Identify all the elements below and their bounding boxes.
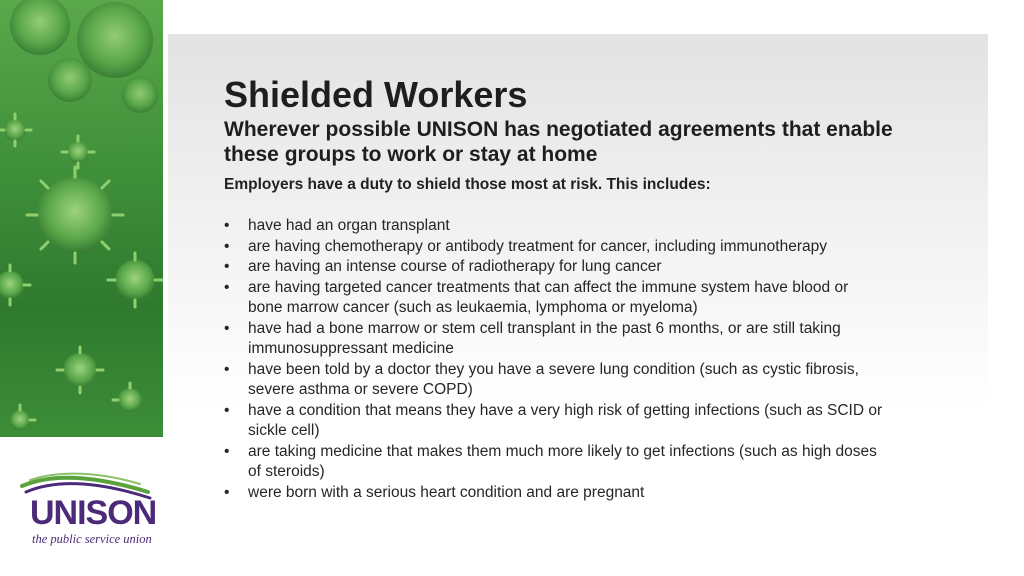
unison-logo: [20, 472, 170, 552]
bullet-dot: •: [224, 258, 230, 275]
list-item-text: have been told by a doctor they you have a severe lung condition (such as cystic fibrosis, severe asthma or severe COPD): [248, 360, 859, 398]
bullet-dot: •: [224, 442, 230, 460]
list-item: [224, 278, 884, 319]
list-item-text: are having targeted cancer treatments that can affect the immune system have blood or bone marrow cancer (such as leukaemia, lymphoma or myeloma): [248, 278, 849, 316]
list-item-text: are having chemotherapy or antibody treatment for cancer, including immunotherapy: [248, 237, 827, 255]
bullet-dot: •: [224, 217, 230, 234]
bullet-dot: •: [224, 483, 230, 501]
list-item: [224, 360, 884, 401]
list-item: [224, 483, 884, 504]
list-item: [224, 319, 884, 360]
list-item-text: are taking medicine that makes them much more likely to get infections (such as high doses of steroids): [248, 442, 877, 480]
risk-list: [224, 216, 884, 503]
list-item-text: have had a bone marrow or stem cell transplant in the past 6 months, or are still taking immunosuppressant medicine: [248, 319, 841, 357]
list-item: [224, 257, 884, 278]
list-item: [224, 401, 884, 442]
bullet-dot: •: [224, 360, 230, 378]
virus-cells-image: [0, 0, 163, 437]
slide-intro: Employers have a duty to shield those most at risk. This includes:: [224, 176, 711, 193]
bullet-dot: •: [224, 237, 230, 255]
logo-tagline: the public service union: [32, 532, 152, 546]
bullet-dot: •: [224, 278, 230, 296]
list-item-text: were born with a serious heart condition and are pregnant: [248, 483, 645, 501]
slide-title: Shielded Workers: [224, 74, 528, 115]
list-item: [224, 442, 884, 483]
list-item: [224, 237, 884, 258]
list-item-text: have had an organ transplant: [248, 217, 450, 234]
virus-cells-graphic: [0, 0, 163, 437]
slide-subtitle: Wherever possible UNISON has negotiated agreements that enable these groups to work or stay at home: [224, 118, 893, 166]
logo-wordmark: UNISON: [30, 494, 157, 532]
list-item-text: have a condition that means they have a very high risk of getting infections (such as SCID or sickle cell): [248, 401, 883, 439]
list-item-text: are having an intense course of radiotherapy for lung cancer: [248, 258, 662, 275]
list-item: [224, 216, 884, 237]
bullet-dot: •: [224, 401, 230, 419]
bullet-dot: •: [224, 319, 230, 337]
